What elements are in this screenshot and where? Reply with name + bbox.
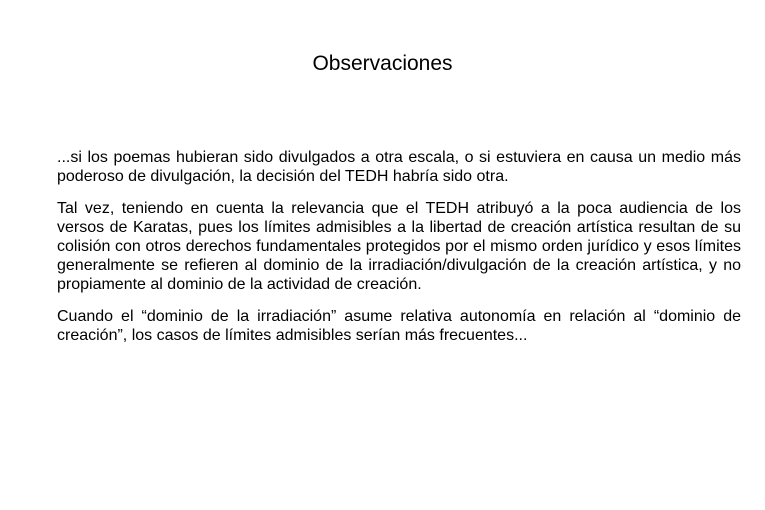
slide-body: [57, 148, 741, 358]
paragraph-2: Tal vez, teniendo en cuenta la relevancia que el TEDH atribuyó a la poca audiencia de los versos de Karatas, pues los límites admisibles a la libertad de creación artística resultan de su colisión con otros derechos fundamentales protegidos por el mismo orden jurídico y esos límites generalmente se refieren al dominio de la irradiación/divulgación de la creación artística, y no propiamente al dominio de la actividad de creación.: [57, 200, 741, 293]
paragraph-1: ...si los poemas hubieran sido divulgados a otra escala, o si estuviera en causa un medio más poderoso de divulgación, la decisión del TEDH habría sido otra.: [57, 149, 741, 185]
paragraph-3: Cuando el “dominio de la irradiación” asume relativa autonomía en relación al “dominio de creación”, los casos de límites admisibles serían más frecuentes...: [57, 308, 741, 344]
slide-title: Observaciones: [312, 52, 453, 75]
